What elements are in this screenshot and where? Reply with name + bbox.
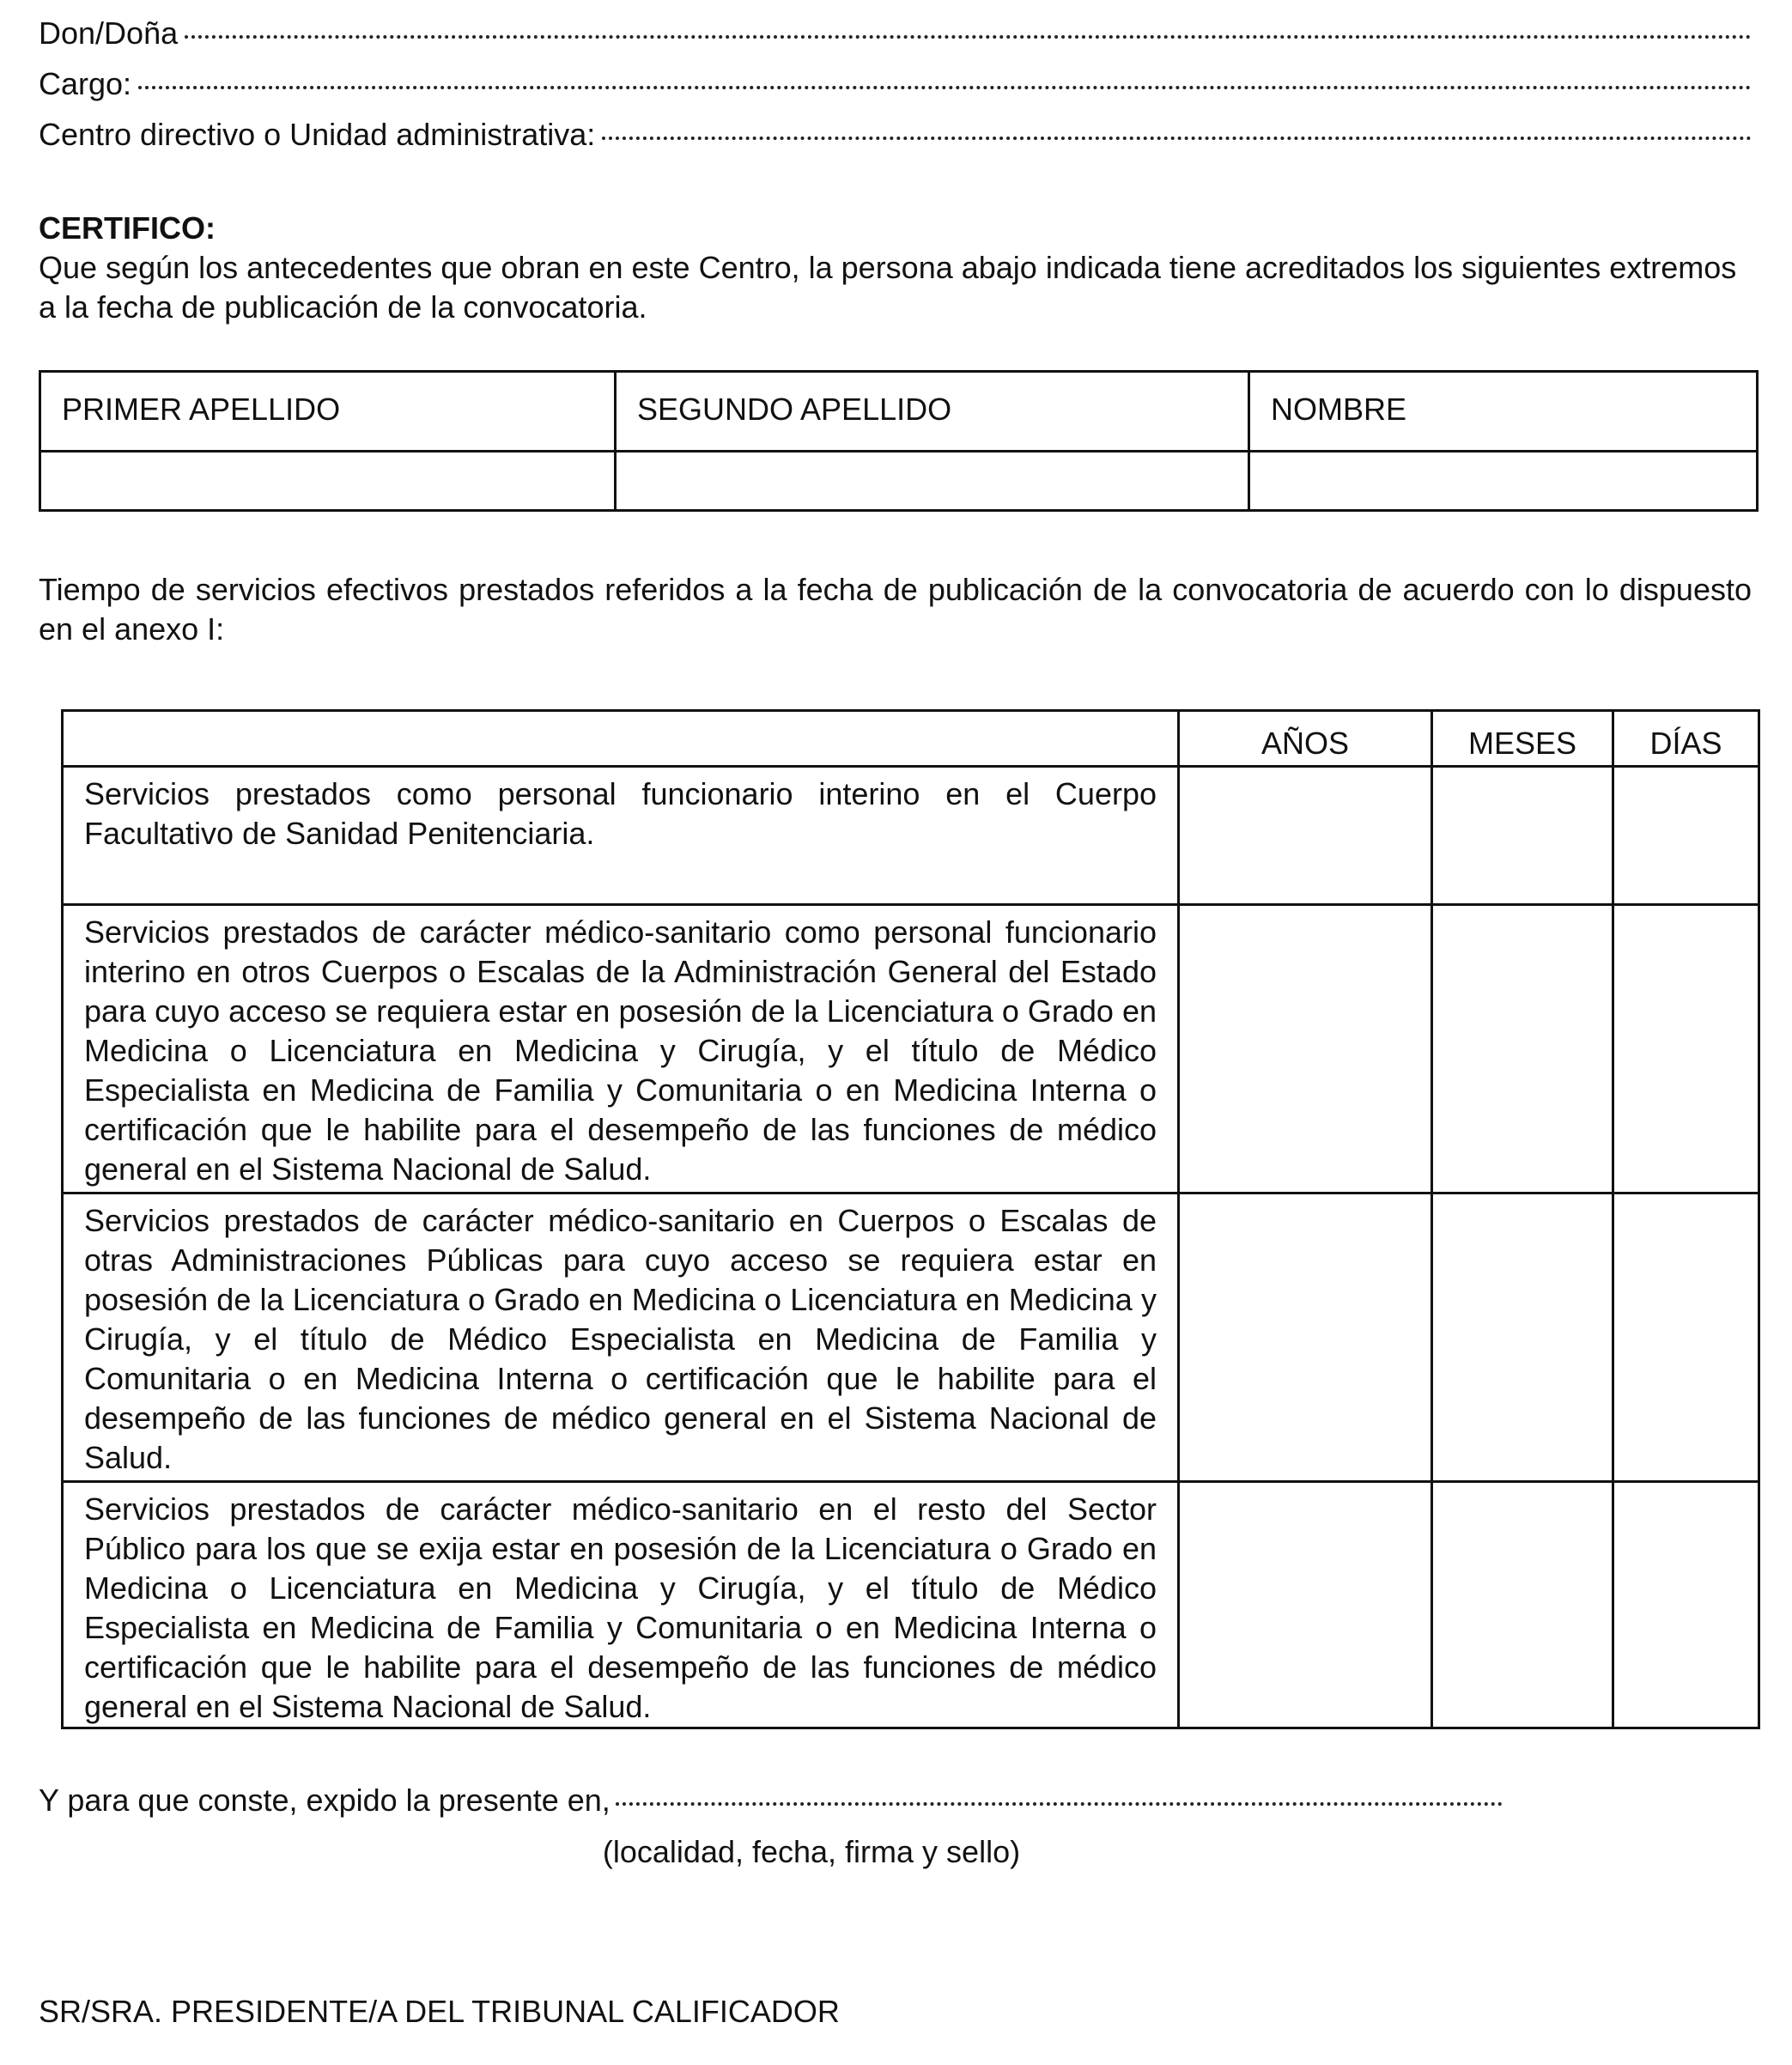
header-primer-apellido: PRIMER APELLIDO	[40, 372, 616, 452]
don-dona-label: Don/Doña	[39, 15, 179, 51]
dias-input-cell[interactable]	[1613, 1482, 1759, 1728]
primer-apellido-input-cell[interactable]	[40, 452, 616, 511]
table-row	[63, 767, 1759, 905]
don-dona-field[interactable]	[39, 14, 1752, 64]
cargo-field[interactable]	[39, 64, 1752, 115]
dias-input-cell[interactable]	[1613, 1193, 1759, 1482]
centro-label: Centro directivo o Unidad administrativa:	[39, 117, 596, 152]
dias-input-cell[interactable]	[1613, 905, 1759, 1193]
service-description: Servicios prestados de carácter médico-sanitario como personal funcionario interino en otros Cuerpos o Escalas de la Administración General del Estado para cuyo acceso se requiera estar en posesión de la Licenciatura o Grado en Medicina o Licenciatura en Medicina y Cirugía, y el título de Médico Especialista en Medicina de Familia y Comunitaria o en Medicina Interna o certificación que le habilite para el desempeño de las funciones de médico general en el Sistema Nacional de Salud.	[63, 905, 1179, 1193]
nombre-input-cell[interactable]	[1249, 452, 1758, 511]
anos-input-cell[interactable]	[1179, 1193, 1432, 1482]
addressee: SR/SRA. PRESIDENTE/A DEL TRIBUNAL CALIFICADOR	[39, 1994, 840, 2029]
certifico-text: Que según los antecedentes que obran en este Centro, la persona abajo indicada tiene acreditados los siguientes extremos a la fecha de publicación de la convocatoria.	[39, 250, 1737, 325]
centro-fill-line[interactable]	[602, 137, 1752, 140]
dias-input-cell[interactable]	[1613, 767, 1759, 905]
meses-input-cell[interactable]	[1432, 905, 1613, 1193]
meses-input-cell[interactable]	[1432, 1193, 1613, 1482]
header-segundo-apellido: SEGUNDO APELLIDO	[616, 372, 1249, 452]
meses-input-cell[interactable]	[1432, 767, 1613, 905]
certifico-title: CERTIFICO:	[39, 210, 216, 246]
services-header-blank	[63, 711, 1179, 767]
table-row	[63, 905, 1759, 1193]
signature-note: (localidad, fecha, firma y sello)	[602, 1834, 1021, 1869]
anos-input-cell[interactable]	[1179, 905, 1432, 1193]
closing-text: Y para que conste, expido la presente en,	[39, 1783, 610, 1818]
header-nombre: NOMBRE	[1249, 372, 1758, 452]
header-meses: MESES	[1432, 711, 1613, 767]
meses-input-cell[interactable]	[1432, 1482, 1613, 1728]
table-row	[63, 1193, 1759, 1482]
name-table	[39, 370, 1759, 512]
anos-input-cell[interactable]	[1179, 767, 1432, 905]
closing-fill-line[interactable]	[616, 1802, 1503, 1806]
service-description: Servicios prestados como personal funcionario interino en el Cuerpo Facultativo de Sanidad Penitenciaria.	[63, 767, 1179, 905]
don-dona-fill-line[interactable]	[185, 35, 1752, 39]
cargo-fill-line[interactable]	[138, 86, 1752, 89]
services-table	[61, 709, 1760, 1729]
table-row	[63, 1482, 1759, 1728]
closing-field[interactable]	[39, 1781, 1503, 1820]
header-anos: AÑOS	[1179, 711, 1432, 767]
segundo-apellido-input-cell[interactable]	[616, 452, 1249, 511]
cargo-label: Cargo:	[39, 66, 132, 101]
anos-input-cell[interactable]	[1179, 1482, 1432, 1728]
certificate-document	[39, 14, 1752, 1872]
service-description: Servicios prestados de carácter médico-sanitario en el resto del Sector Público para los que se exija estar en posesión de la Licenciatura o Grado en Medicina o Licenciatura en Medicina y Cirugía, y el título de Médico Especialista en Medicina de Familia y Comunitaria o en Medicina Interna o certificación que le habilite para el desempeño de las funciones de médico general en el Sistema Nacional de Salud.	[63, 1482, 1179, 1728]
service-description: Servicios prestados de carácter médico-sanitario en Cuerpos o Escalas de otras Administraciones Públicas para cuyo acceso se requiera estar en posesión de la Licenciatura o Grado en Medicina o Licenciatura en Medicina y Cirugía, y el título de Médico Especialista en Medicina de Familia y Comunitaria o en Medicina Interna o certificación que le habilite para el desempeño de las funciones de médico general en el Sistema Nacional de Salud.	[63, 1193, 1179, 1482]
centro-field[interactable]	[39, 115, 1752, 166]
services-intro: Tiempo de servicios efectivos prestados referidos a la fecha de publicación de la convocatoria de acuerdo con lo dispuesto en el anexo I:	[39, 572, 1752, 647]
header-dias: DÍAS	[1613, 711, 1759, 767]
